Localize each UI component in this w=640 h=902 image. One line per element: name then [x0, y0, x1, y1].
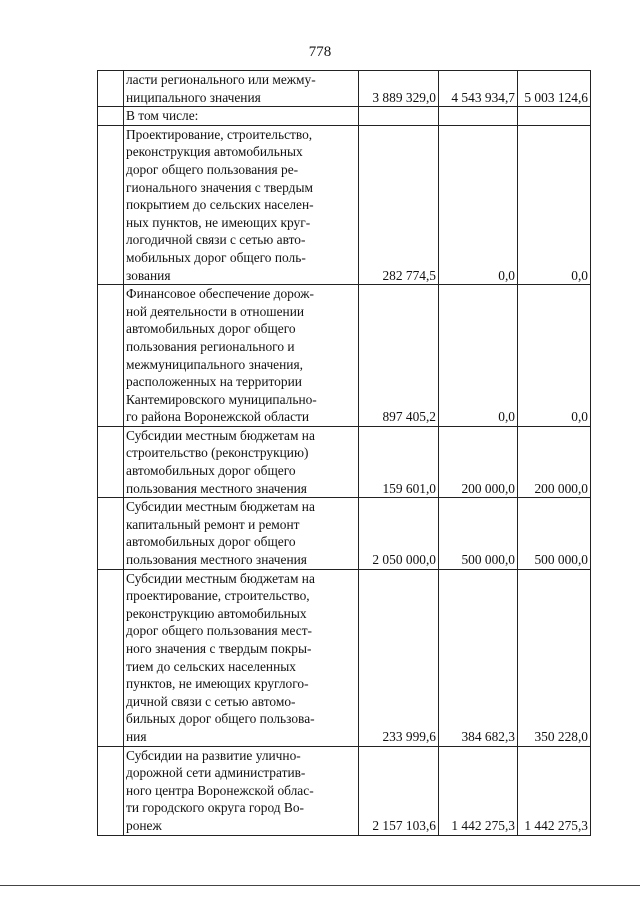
- value-cell-3: 5 003 124,6: [518, 71, 591, 107]
- table-row: [98, 569, 591, 746]
- row-index-cell: [98, 71, 124, 107]
- row-index-cell: [98, 569, 124, 746]
- description-line: Субсидии на развитие улично-: [126, 747, 301, 763]
- value-cell-2: 4 543 934,7: [439, 71, 518, 107]
- row-description: [124, 107, 359, 126]
- row-index-cell: [98, 498, 124, 569]
- description-line: дичной связи с сетью автомо-: [126, 693, 296, 709]
- row-description: [124, 125, 359, 284]
- description-line: пользования местного значения: [126, 552, 307, 568]
- row-index-cell: [98, 285, 124, 427]
- description-line: расположенных на территории: [126, 374, 302, 390]
- description-line: логодичной связи с сетью авто-: [126, 232, 306, 248]
- value-cell-3: 500 000,0: [518, 498, 591, 569]
- description-line: ного центра Воронежской облас-: [126, 782, 314, 798]
- table-row: [98, 125, 591, 284]
- value-cell-1: 282 774,5: [359, 125, 439, 284]
- table-row: [98, 285, 591, 427]
- budget-table-body: [98, 71, 591, 836]
- description-line: Финансовое обеспечение дорож-: [126, 286, 314, 302]
- description-line: тием до сельских населенных: [126, 658, 296, 674]
- description-line: строительство (реконструкцию): [126, 445, 309, 461]
- value-cell-3: 0,0: [518, 125, 591, 284]
- description-line: дорог общего пользования мест-: [126, 623, 313, 639]
- row-description: [124, 498, 359, 569]
- value-cell-1: 159 601,0: [359, 426, 439, 497]
- description-line: ласти регионального или межму-: [126, 72, 316, 87]
- row-index-cell: [98, 746, 124, 835]
- description-line: проектирование, строительство,: [126, 588, 310, 604]
- description-line: Проектирование, строительство,: [126, 126, 313, 142]
- value-cell-2: 200 000,0: [439, 426, 518, 497]
- row-description: [124, 426, 359, 497]
- description-line: ронеж: [126, 817, 162, 833]
- description-line: пользования регионального и: [126, 338, 295, 354]
- row-index-cell: [98, 125, 124, 284]
- description-line: ти городского округа город Во-: [126, 800, 305, 816]
- table-row: [98, 746, 591, 835]
- value-cell-3: 350 228,0: [518, 569, 591, 746]
- description-line: бильных дорог общего пользова-: [126, 711, 315, 727]
- description-line: автомобильных дорог общего: [126, 534, 296, 550]
- value-cell-2: 0,0: [439, 125, 518, 284]
- description-line: автомобильных дорог общего: [126, 321, 296, 337]
- description-line: пунктов, не имеющих круглого-: [126, 676, 309, 692]
- value-cell-2: 0,0: [439, 285, 518, 427]
- value-cell-2: 1 442 275,3: [439, 746, 518, 835]
- description-line: ной деятельности в отношении: [126, 303, 305, 319]
- value-cell-1: 3 889 329,0: [359, 71, 439, 107]
- description-line: мобильных дорог общего поль-: [126, 249, 306, 265]
- value-cell-1: 2 157 103,6: [359, 746, 439, 835]
- description-line: дорог общего пользования ре-: [126, 161, 299, 177]
- value-cell-1: 897 405,2: [359, 285, 439, 427]
- value-cell-3: 0,0: [518, 285, 591, 427]
- description-line: Кантемировского муниципально-: [126, 391, 317, 407]
- value-cell-3: [518, 107, 591, 126]
- description-line: Субсидии местным бюджетам на: [126, 499, 315, 515]
- description-line: автомобильных дорог общего: [126, 463, 296, 479]
- description-line: ния: [126, 728, 147, 744]
- description-line: реконструкция автомобильных: [126, 144, 303, 160]
- row-description: [124, 746, 359, 835]
- description-line: межмуниципального значения,: [126, 356, 303, 372]
- budget-table: [97, 70, 591, 836]
- description-line: Субсидии местным бюджетам на: [126, 427, 315, 443]
- value-cell-1: [359, 107, 439, 126]
- description-line: го района Воронежской области: [126, 409, 310, 425]
- table-row: [98, 498, 591, 569]
- description-line: гионального значения с твердым: [126, 179, 313, 195]
- description-line: покрытием до сельских населен-: [126, 197, 314, 213]
- table-row: [98, 426, 591, 497]
- page-number: 778: [308, 44, 332, 60]
- description-line: реконструкцию автомобильных: [126, 605, 307, 621]
- table-row: [98, 71, 591, 107]
- value-cell-3: 200 000,0: [518, 426, 591, 497]
- value-cell-2: [439, 107, 518, 126]
- value-cell-3: 1 442 275,3: [518, 746, 591, 835]
- row-index-cell: [98, 426, 124, 497]
- row-description: [124, 569, 359, 746]
- value-cell-1: 233 999,6: [359, 569, 439, 746]
- row-index-cell: [98, 107, 124, 126]
- description-line: ных пунктов, не имеющих круг-: [126, 214, 311, 230]
- row-description: [124, 285, 359, 427]
- scan-edge-line: [0, 885, 640, 886]
- value-cell-2: 384 682,3: [439, 569, 518, 746]
- description-line: В том числе:: [126, 108, 199, 124]
- description-line: Субсидии местным бюджетам на: [126, 570, 315, 586]
- row-description: [124, 71, 359, 107]
- description-line: дорожной сети административ-: [126, 765, 306, 781]
- description-line: пользования местного значения: [126, 480, 307, 496]
- description-line: ниципального значения: [126, 89, 261, 105]
- description-line: ного значения с твердым покры-: [126, 641, 312, 656]
- value-cell-2: 500 000,0: [439, 498, 518, 569]
- value-cell-1: 2 050 000,0: [359, 498, 439, 569]
- description-line: зования: [126, 267, 171, 283]
- table-row: [98, 107, 591, 126]
- description-line: капитальный ремонт и ремонт: [126, 516, 300, 532]
